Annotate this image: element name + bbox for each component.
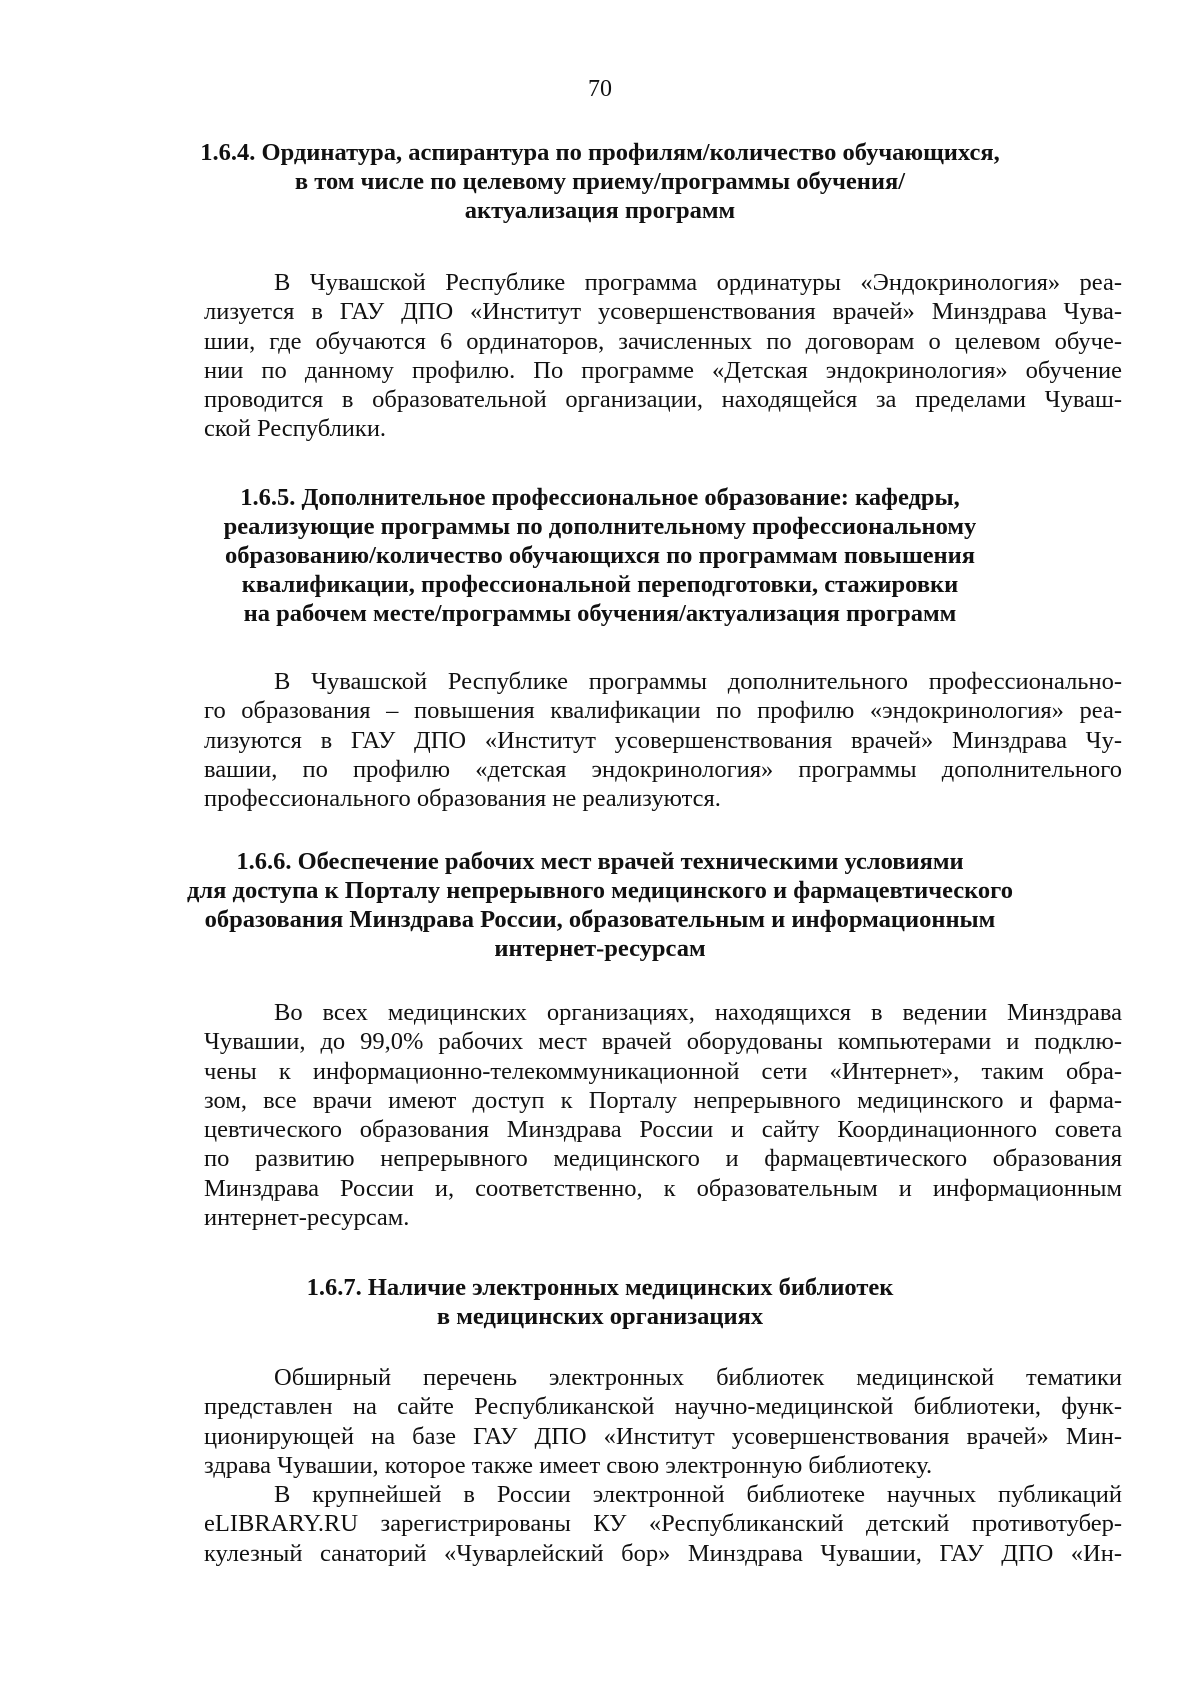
heading-line: для доступа к Порталу непрерывного медицинского и фармацевтического [187, 877, 1013, 904]
text-line: ской Республики. [204, 415, 387, 443]
text-line: интернет-ресурсам. [204, 1204, 410, 1232]
text-line: eLIBRARY.RU зарегистрированы КУ «Республиканский детский противотубер- [204, 1510, 1122, 1538]
text-line: го образования – повышения квалификации по профилю «эндокринология» реа- [204, 697, 1122, 725]
text-line: цевтического образования Минздрава России и сайту Координационного совета [204, 1116, 1122, 1144]
text-line: кулезный санаторий «Чуварлейский бор» Минздрава Чувашии, ГАУ ДПО «Ин- [204, 1539, 1122, 1567]
heading-line: реализующие программы по дополнительному профессиональному [223, 513, 977, 540]
text-line: вашии, по профилю «детская эндокринология» программы дополнительного [204, 755, 1122, 783]
text-line: ционирующей на базе ГАУ ДПО «Институт усовершенствования врачей» Мин- [204, 1422, 1122, 1450]
heading-line: в медицинских организациях [436, 1303, 764, 1330]
text-line: чены к информационно-телекоммуникационной сети «Интернет», таким обра- [204, 1057, 1122, 1085]
text-line: В крупнейшей в России электронной библиотеке научных публикаций [274, 1481, 1122, 1508]
text-line: здрава Чувашии, которое также имеет свою электронную библиотеку. [204, 1451, 933, 1479]
heading-line: интернет-ресурсам [494, 935, 706, 962]
section-heading-1-6-6 [150, 847, 1050, 963]
paragraph-1-6-7-b [204, 1480, 1122, 1568]
text-line: по развитию непрерывного медицинского и фармацевтического образования [204, 1145, 1122, 1173]
text-line: Минздрава России и, соответственно, к образовательным и информационным [204, 1174, 1122, 1202]
text-line: шии, где обучаются 6 ординаторов, зачисленных по договорам о целевом обуче- [204, 327, 1122, 355]
section-heading-1-6-7 [150, 1273, 1050, 1331]
text-line: профессионального образования не реализуются. [204, 785, 721, 813]
text-line: нии по данному профилю. По программе «Детская эндокринология» обучение [204, 356, 1122, 384]
paragraph-1-6-5 [204, 667, 1122, 813]
section-heading-1-6-4 [150, 138, 1050, 225]
paragraph-1-6-6 [204, 998, 1122, 1232]
heading-line: 1.6.5. Дополнительное профессиональное образование: кафедры, [240, 484, 960, 511]
heading-line: актуализация программ [464, 197, 736, 224]
heading-line: 1.6.4. Ординатура, аспирантура по профилям/количество обучающихся, [200, 139, 1000, 166]
text-line: представлен на сайте Республиканской научно-медицинской библиотеки, функ- [204, 1393, 1122, 1421]
text-line: Обширный перечень электронных библиотек медицинской тематики [274, 1364, 1122, 1391]
section-heading-1-6-5 [150, 483, 1050, 628]
heading-line: на рабочем месте/программы обучения/актуализация программ [243, 600, 957, 627]
heading-line: в том числе по целевому приему/программы обучения/ [294, 168, 906, 195]
text-line: Во всех медицинских организациях, находящихся в ведении Минздрава [274, 999, 1122, 1026]
heading-line: 1.6.6. Обеспечение рабочих мест врачей техническими условиями [236, 848, 964, 875]
heading-line: образованию/количество обучающихся по программам повышения [224, 542, 975, 569]
page-number: 70 [588, 76, 612, 102]
paragraph-1-6-7-a [204, 1363, 1122, 1480]
text-line: В Чувашской Республике программа ординатуры «Эндокринология» реа- [274, 269, 1122, 296]
text-line: проводится в образовательной организации, находящейся за пределами Чуваш- [204, 386, 1122, 414]
heading-line: образования Минздрава России, образовательным и информационным [204, 906, 996, 933]
paragraph-1-6-4 [204, 268, 1122, 444]
heading-line: 1.6.7. Наличие электронных медицинских библиотек [306, 1274, 894, 1301]
heading-line: квалификации, профессиональной переподготовки, стажировки [241, 571, 959, 598]
text-line: Чувашии, до 99,0% рабочих мест врачей оборудованы компьютерами и подклю- [204, 1028, 1122, 1056]
text-line: лизуется в ГАУ ДПО «Институт усовершенствования врачей» Минздрава Чува- [204, 298, 1122, 326]
text-line: зом, все врачи имеют доступ к Порталу непрерывного медицинского и фарма- [204, 1086, 1122, 1114]
text-line: лизуются в ГАУ ДПО «Институт усовершенствования врачей» Минздрава Чу- [204, 726, 1122, 754]
text-line: В Чувашской Республике программы дополнительного профессионально- [274, 668, 1122, 695]
